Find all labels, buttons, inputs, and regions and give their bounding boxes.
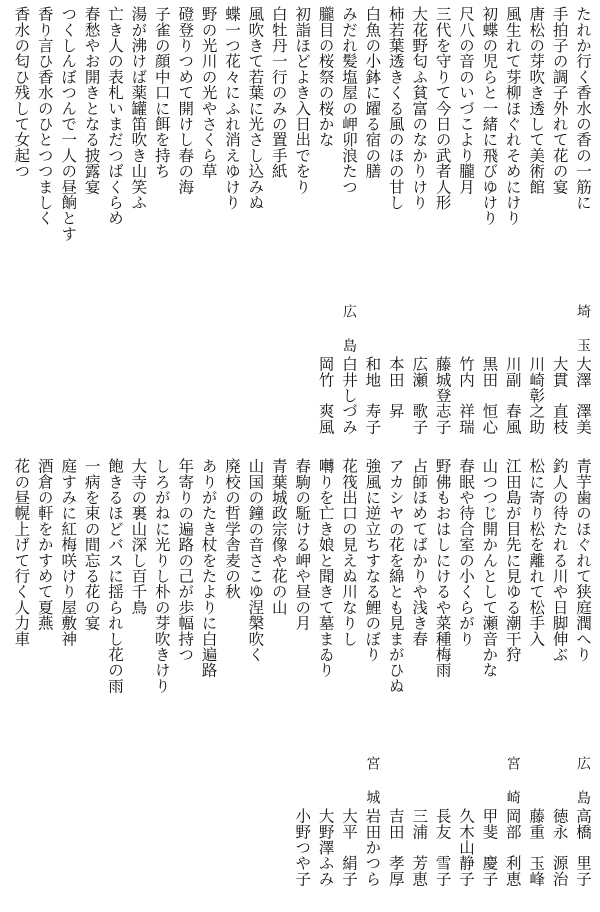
author-name: 小野つや子 (293, 808, 312, 887)
haiku-column (268, 6, 290, 448)
haiku-text: 子雀の顔中口に餌を持ち (152, 6, 171, 179)
haiku-text: 唐松の芽吹き透して美術館 (527, 6, 546, 195)
haiku-text: 野佛もおはしにけるや菜種梅雨 (433, 458, 452, 678)
prefecture-label: 宮城 (364, 756, 381, 824)
haiku-column (502, 6, 524, 448)
haiku-text: 飽きるほどバスに揺られし花の雨 (106, 458, 124, 694)
haiku-text: 大寺の裏山深し百千鳥 (129, 458, 148, 615)
haiku-column (198, 458, 220, 906)
haiku-column (432, 6, 454, 448)
haiku-text: つくしんぼつんで一人の昼餉とす (59, 6, 78, 242)
author-name: 川崎彰之助 (527, 356, 546, 435)
haiku-text: 青葉城政宗像や花の山 (269, 458, 288, 615)
haiku-text: 風吹きて若葉に光さし込みぬ (246, 6, 265, 211)
haiku-text: 春駒の駈ける岬や昼の月 (293, 458, 312, 631)
haiku-column (291, 6, 313, 448)
prefecture-label: 広島 (575, 756, 591, 824)
haiku-column (244, 458, 266, 906)
author-name: 岡竹 爽風 (316, 356, 335, 435)
haiku-text: 尺八の音のいづこより朧月 (457, 6, 475, 195)
haiku-text: 年寄りの遍路の己が歩幅持つ (176, 458, 195, 663)
author-name: 大平 絹子 (340, 808, 358, 887)
haiku-column (244, 6, 266, 448)
haiku-column (385, 6, 407, 448)
haiku-column (478, 6, 500, 448)
haiku-text: 湯が沸けば薬罐笛吹き山笑ふ (129, 6, 148, 211)
haiku-column (127, 6, 149, 448)
haiku-text: たれか行く香水の香の一筋に (574, 6, 592, 211)
haiku-text: 亡き人の表札いまだつばくらめ (106, 6, 124, 226)
haiku-column (455, 6, 477, 448)
haiku-column (104, 458, 126, 906)
haiku-text: 初詣ほどよき入日出でをり (293, 6, 312, 195)
haiku-text: 花筏出口の見えぬ川なりし (340, 458, 358, 647)
haiku-text: 強風に逆立ちすなる鯉のぼり (363, 458, 382, 663)
haiku-text: 酒倉の軒をかすめて夏燕 (35, 458, 54, 631)
author-name: 和地 寿子 (363, 356, 382, 435)
haiku-text: 風生れて芽柳ほぐれそめにけり (503, 6, 522, 226)
author-name: 甲斐 慶子 (480, 808, 499, 887)
author-name: 岡部 利恵 (503, 808, 522, 887)
haiku-text: しろがねに光りし朴の芽吹きけり (152, 458, 171, 694)
prefecture-label: 宮崎 (504, 756, 521, 824)
haiku-text: 山国の鐘の音さこゆ涅槃吹く (246, 458, 265, 663)
author-name: 久木山静子 (457, 808, 475, 887)
author-name: 吉田 孝厚 (386, 808, 405, 887)
haiku-column (502, 458, 524, 906)
haiku-column (549, 458, 571, 906)
author-name: 黒田 恒心 (480, 356, 499, 435)
author-name: 三浦 芳恵 (410, 808, 429, 887)
author-name: 白井しづみ (340, 356, 358, 435)
haiku-column (432, 458, 454, 906)
haiku-column (10, 6, 32, 448)
haiku-column (174, 6, 196, 448)
haiku-column (408, 458, 430, 906)
haiku-text: 花の昼幌上げて行く人力車 (12, 458, 31, 647)
haiku-column (198, 6, 220, 448)
haiku-text: 香水の匂ひ残して女起つ (12, 6, 31, 179)
prefecture-label: 広島 (341, 304, 357, 372)
haiku-text: 釣人の待たれる川や日脚伸ぶ (550, 458, 569, 663)
haiku-text: 大花野匂ふ貧富のなかりけり (410, 6, 429, 211)
top-section (8, 6, 594, 448)
haiku-column (549, 6, 571, 448)
author-name: 川副 春風 (503, 356, 522, 435)
haiku-column (34, 458, 56, 906)
haiku-text: 春眠や待合室の小くらがり (457, 458, 475, 647)
haiku-column (572, 458, 594, 906)
haiku-text: 手拍子の調子外れて花の宴 (550, 6, 569, 195)
haiku-text: 磴登りつめて開けし春の海 (176, 6, 195, 195)
haiku-column (572, 6, 594, 448)
haiku-text: 朧目の桜祭の桜かな (316, 6, 335, 148)
author-name: 竹内 祥瑞 (457, 356, 475, 435)
haiku-column (221, 6, 243, 448)
haiku-text: 山つつじ開かんとして瀬音かな (480, 458, 499, 678)
haiku-text: みだれ髪塩屋の岬卯浪たつ (340, 6, 358, 195)
haiku-text: アカシヤの花を綿とも見まがひぬ (386, 458, 405, 694)
haiku-column (338, 458, 360, 906)
haiku-text: 三代を守りて今日の武者人形 (433, 6, 452, 211)
author-name: 大野澤ふみ (316, 808, 335, 887)
author-name: 徳永 源治 (550, 808, 569, 887)
haiku-text: 野の光川の光やさくら草 (199, 6, 218, 179)
haiku-text: 初蝶の児らと一緒に飛びゆけり (480, 6, 499, 226)
haiku-column (127, 458, 149, 906)
author-name: 本田 昇 (386, 356, 405, 419)
haiku-column (104, 6, 126, 448)
author-name: 大澤 澤美 (574, 356, 592, 435)
haiku-column (34, 6, 56, 448)
haiku-column (291, 458, 313, 906)
haiku-column (478, 458, 500, 906)
haiku-text: 白牡丹一行のみの置手紙 (269, 6, 288, 179)
haiku-text: 廃校の哲学舎麦の秋 (223, 458, 241, 600)
haiku-column (174, 458, 196, 906)
author-name: 長友 雪子 (433, 808, 452, 887)
haiku-column (57, 458, 79, 906)
haiku-column (525, 6, 547, 448)
haiku-column (525, 458, 547, 906)
haiku-column (10, 458, 32, 906)
haiku-text: 江田島が目先に見ゆる潮干狩 (503, 458, 522, 663)
haiku-column (385, 458, 407, 906)
haiku-column (221, 458, 243, 906)
author-name: 藤城登志子 (433, 356, 452, 435)
author-name: 高橋 里子 (574, 808, 592, 887)
bottom-section (8, 458, 594, 906)
haiku-column (338, 6, 360, 448)
haiku-column (81, 458, 103, 906)
haiku-text: 松に寄り松を離れて松手入 (527, 458, 546, 647)
haiku-column (268, 458, 290, 906)
author-name: 岩田かつら (363, 808, 382, 887)
haiku-column (57, 6, 79, 448)
haiku-text: 柿若葉透きくる風のほの甘し (386, 6, 405, 211)
haiku-column (408, 6, 430, 448)
haiku-column (151, 6, 173, 448)
haiku-text: ありがたき杖をたよりに白遍路 (199, 458, 218, 678)
prefecture-label: 埼玉 (575, 304, 591, 372)
author-name: 藤重 玉峰 (527, 808, 546, 887)
haiku-text: 占師ほめてばかりや浅き春 (410, 458, 429, 647)
haiku-column (315, 6, 337, 448)
haiku-column (81, 6, 103, 448)
haiku-text: 青芋歯のほぐれて狭庭潤へり (574, 458, 592, 663)
haiku-column (315, 458, 337, 906)
haiku-text: 春愁やお開きとなる披露宴 (82, 6, 101, 195)
haiku-text: 一病を束の間忘る花の宴 (82, 458, 101, 631)
haiku-column (151, 458, 173, 906)
haiku-column (361, 6, 383, 448)
haiku-text: 囀りを亡き娘と聞きて墓まゐり (316, 458, 335, 678)
author-name: 広瀬 歌子 (410, 356, 429, 435)
haiku-text: 庭すみに紅梅咲けり屋敷神 (59, 458, 78, 647)
haiku-text: 蝶一つ花々にふれ消えゆけり (223, 6, 241, 211)
haiku-text: 香り言ひ香水のひとつつましく (35, 6, 54, 226)
author-name: 大貫 直枝 (550, 356, 569, 435)
haiku-column (455, 458, 477, 906)
haiku-text: 白魚の小鉢に躍る宿の膳 (363, 6, 382, 179)
haiku-column (361, 458, 383, 906)
